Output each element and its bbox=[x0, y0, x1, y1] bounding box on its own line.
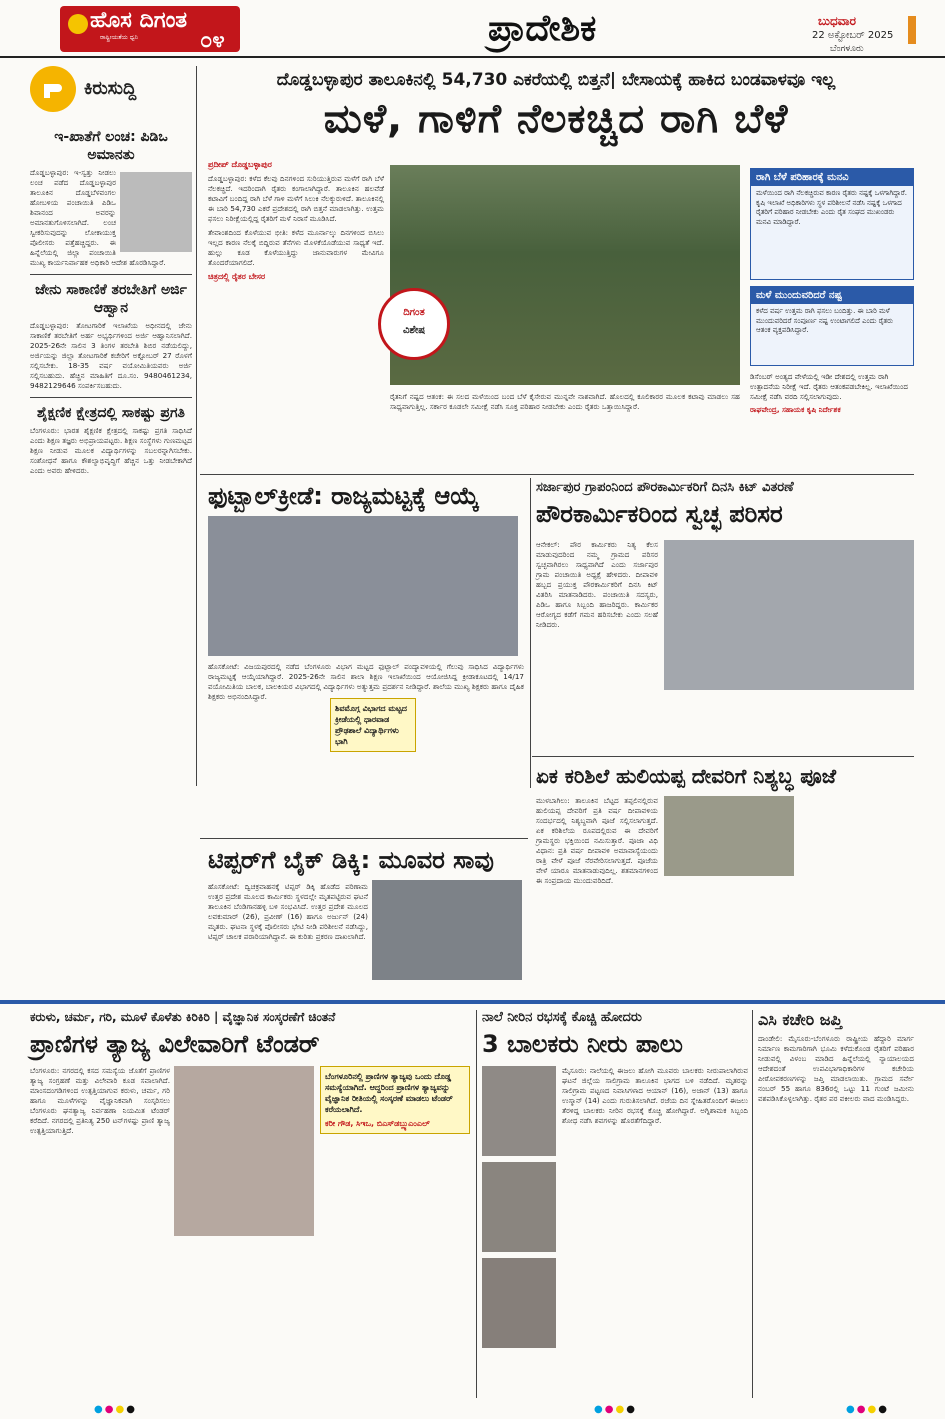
pourakarmika-headline: ಪೌರಕಾರ್ಮಿಕರಿಂದ ಸ್ವಚ್ಛ ಪರಿಸರ bbox=[536, 500, 783, 528]
masthead bbox=[0, 0, 945, 58]
sidebox-loss bbox=[750, 286, 914, 366]
print-registration-marks: ●●●● bbox=[594, 1404, 637, 1415]
victim-photo-1 bbox=[482, 1066, 556, 1156]
column-rule bbox=[476, 1010, 477, 1398]
divider bbox=[532, 756, 914, 757]
print-registration-marks: ●●●● bbox=[94, 1404, 137, 1415]
section-title: ಪ್ರಾದೇಶಿಕ bbox=[488, 8, 597, 49]
football-caption: ಶಿವಮೊಗ್ಗ ವಿಭಾಗದ ಮಟ್ಟದ ಕ್ರೀಡೆಯಲ್ಲಿ ಧಾರವಾಡ ಪ್ರೌಢಶಾಲೆ ವಿದ್ಯಾರ್ಥಿಗಳು ಭಾಗಿ bbox=[330, 698, 416, 752]
shrine-photo bbox=[664, 796, 794, 876]
victim-photo-3 bbox=[482, 1258, 556, 1348]
lead-byline: ಪ್ರದೀಪ್ ದೊಡ್ಡಬಳ್ಳಾಪುರ bbox=[208, 160, 272, 169]
brief-photo bbox=[120, 172, 192, 252]
waste-caption-text: ಬೆಂಗಳೂರಿನಲ್ಲಿ ಪ್ರಾಣಿಗಳ ತ್ಯಾಜ್ಯವು ಒಂದು ದೊಡ್ಡ ಸಮಸ್ಯೆಯಾಗಿದೆ. ಆದ್ದರಿಂದ ಪ್ರಾಣಿಗಳ ತ್ಯಾಜ್ಯವನ್ನು ವೈಜ್ಞಾನಿಕ ರೀತಿಯಲ್ಲಿ ಸಂಸ್ಕರಣೆ ಮಾಡಲು ಟೆಂಡರ್ ಕರೆಯಲಾಗಿದೆ. bbox=[325, 1072, 453, 1114]
sidebox-relief bbox=[750, 168, 914, 280]
victim-photo-2 bbox=[482, 1162, 556, 1252]
waste-caption-attribution: ಕರೀ ಗೌಡ, ಸಿಇಒ, ಬಿಎಸ್‌ಡಬ್ಲ್ಯುಎಂಎಲ್ bbox=[325, 1119, 430, 1128]
huliyappa-body: ಮುಳಬಾಗಿಲು: ತಾಲೂಕಿನ ಬೆಟ್ಟದ ತಪ್ಪಲಿನಲ್ಲಿರುವ ಹುಲಿಯಪ್ಪ ದೇವರಿಗೆ ಪ್ರತಿ ವರ್ಷ ದೀಪಾವಳಿಯ ಸಂದರ್ಭದಲ್ಲಿ ನಿಶ್ಯಬ್ಧವಾಗಿ ಪೂಜೆ ಸಲ್ಲಿಸಲಾಗುತ್ತದೆ. ಏಕ ಕರಿಶಿಲೆಯ ರೂಪದಲ್ಲಿರುವ ಈ ದೇವರಿಗೆ ಗ್ರಾಮಸ್ಥರು ಭಕ್ತಿಯಿಂದ ನಮಿಸುತ್ತಾರೆ. ಪೂಜಾ ವಿಧಿ ವಿಧಾನ: ಪ್ರತಿ ವರ್ಷ ದೀಪಾವಳಿ ಅಮಾವಾಸ್ಯೆಯಂದು ರಾತ್ರಿ ವೇಳೆ ಪೂಜೆ ನೆರವೇರಿಸಲಾಗುತ್ತದೆ. ಪೂಜೆಯ ವೇಳೆ ಯಾರೂ ಮಾತನಾಡುವುದಿಲ್ಲ. ಶತಮಾನಗಳಿಂದ ಈ ಸಂಪ್ರದಾಯ ಮುಂದುವರಿದಿದೆ. bbox=[536, 796, 658, 885]
divider bbox=[30, 274, 192, 275]
column-rule bbox=[530, 478, 531, 788]
huliyappa-headline: ಏಕ ಕರಿಶಿಲೆ ಹುಲಿಯಪ್ಪ ದೇವರಿಗೆ ನಿಶ್ಯಬ್ಧ ಪೂಜೆ bbox=[536, 764, 837, 788]
seal-line-2: ವಿಶೇಷ bbox=[402, 325, 425, 336]
ragi-field-photo bbox=[390, 165, 740, 385]
page-number: ೦೪ bbox=[200, 28, 225, 53]
quote-attribution: ರಾಘವೇಂದ್ರ, ಸಹಾಯಕ ಕೃಷಿ ನಿರ್ದೇಶಕ bbox=[750, 405, 841, 414]
boys-headline: 3 ಬಾಲಕರು ನೀರು ಪಾಲು bbox=[482, 1030, 683, 1058]
quote-text: ಡಿಸೆಂಬರ್ ಅಂತ್ಯದ ವೇಳೆಯಲ್ಲಿ ಇಡೀ ದೇಶದಲ್ಲಿ ಉತ್ತಮ ರಾಗಿ ಉತ್ಪಾದನೆಯ ನಿರೀಕ್ಷೆ ಇದೆ. ರೈತರು ಆತಂಕಪಡಬೇಕಿಲ್ಲ. ಇಲಾಖೆಯಿಂದ ಸಮೀಕ್ಷೆ ನಡೆಸಿ ವರದಿ ಸಲ್ಲಿಸಲಾಗುವುದು. bbox=[750, 372, 909, 401]
ac-office-headline: ಎಸಿ ಕಚೇರಿ ಜಪ್ತಿ bbox=[758, 1010, 843, 1029]
ac-office-body: ದಾಂಡೇಲಿ: ಮೈಸೂರು-ಬೆಂಗಳೂರು ರಾಷ್ಟ್ರೀಯ ಹೆದ್ದಾರಿ ಮಾರ್ಗ ನಿರ್ಮಾಣ ಕಾಮಗಾರಿಗಾಗಿ ಭೂಮಿ ಕಳೆದುಕೊಂಡ ರೈತರಿಗೆ ಪರಿಹಾರ ನೀಡುವಲ್ಲಿ ವಿಳಂಬ ಮಾಡಿದ ಹಿನ್ನೆಲೆಯಲ್ಲಿ ನ್ಯಾಯಾಲಯದ ಆದೇಶದಂತೆ ಉಪವಿಭಾಗಾಧಿಕಾರಿಗಳ ಕಚೇರಿಯ ಪೀಠೋಪಕರಣಗಳನ್ನು ಜಪ್ತಿ ಮಾಡಲಾಯಿತು. ಗ್ರಾಮದ ಸರ್ವೇ ನಂಬರ್ 55 ಹಾಗೂ 836ರಲ್ಲಿ ಒಟ್ಟು 11 ಗುಂಟೆ ಜಮೀನು ವಶಪಡಿಸಿಕೊಳ್ಳಲಾಗಿತ್ತು. ರೈತರ ಪರ ವಕೀಲರು ವಾದ ಮಂಡಿಸಿದ್ದರು. bbox=[758, 1034, 914, 1103]
brief-headline: ಜೇನು ಸಾಕಾಣಿಕೆ ತರಬೇತಿಗೆ ಅರ್ಜಿ ಆಹ್ವಾನ bbox=[35, 282, 187, 316]
logo-emblem-icon bbox=[68, 14, 88, 34]
paper-logo bbox=[60, 6, 240, 52]
football-headline: ಫುಟ್ಬಾಲ್‌ಕ್ರೀಡೆ: ರಾಜ್ಯಮಟ್ಟಕ್ಕೆ ಆಯ್ಕೆ bbox=[208, 482, 480, 510]
pointing-hand-icon bbox=[30, 66, 76, 112]
waste-body: ಬೆಂಗಳೂರು: ನಗರದಲ್ಲಿ ಕಸದ ಸಮಸ್ಯೆಯ ಜೊತೆಗೆ ಪ್ರಾಣಿಗಳ ತ್ಯಾಜ್ಯ ಸಂಗ್ರಹಣೆ ಮತ್ತು ವಿಲೇವಾರಿ ಕೂಡ ಸವಾಲಾಗಿದೆ. ಮಾಂಸದಂಗಡಿಗಳಿಂದ ಉತ್ಪತ್ತಿಯಾಗುವ ಕರುಳು, ಚರ್ಮ, ಗರಿ ಹಾಗೂ ಮೂಳೆಗಳನ್ನು ವೈಜ್ಞಾನಿಕವಾಗಿ ಸಂಸ್ಕರಿಸಲು ಬೆಂಗಳೂರು ಘನತ್ಯಾಜ್ಯ ನಿರ್ವಹಣಾ ನಿಯಮಿತ ಟೆಂಡರ್ ಕರೆದಿದೆ. ನಗರದಲ್ಲಿ ಪ್ರತಿನಿತ್ಯ 250 ಟನ್‌ಗಳಷ್ಟು ಪ್ರಾಣಿ ತ್ಯಾಜ್ಯ ಉತ್ಪತ್ತಿಯಾಗುತ್ತಿದೆ. bbox=[30, 1066, 170, 1135]
divider bbox=[200, 474, 914, 475]
brief-headline: ಶೈಕ್ಷಣಿಕ ಕ್ಷೇತ್ರದಲ್ಲಿ ಸಾಕಷ್ಟು ಪ್ರಗತಿ bbox=[37, 405, 185, 421]
lead-column-2 bbox=[390, 392, 740, 412]
sidebox-body: ಮಳೆಯಿಂದ ರಾಗಿ ನೆಲಕಚ್ಚಿರುವ ಕಾರಣ ರೈತರು ನಷ್ಟಕ್ಕೆ ಒಳಗಾಗಿದ್ದಾರೆ. ಕೃಷಿ ಇಲಾಖೆ ಅಧಿಕಾರಿಗಳು ಸ್ಥಳ ಪರಿಶೀಲನೆ ನಡೆಸಿ ನಷ್ಟಕ್ಕೆ ಒಳಗಾದ ರೈತರಿಗೆ ಪರಿಹಾರ ನೀಡಬೇಕು ಎಂದು ರೈತ ಸಂಘದ ಮುಖಂಡರು ಮನವಿ ಮಾಡಿದ್ದಾರೆ. bbox=[756, 189, 908, 226]
divider bbox=[30, 397, 192, 398]
lead-column-1 bbox=[208, 160, 384, 286]
issue-city: ಬೆಂಗಳೂರು bbox=[830, 44, 864, 54]
kirusuddi-header bbox=[30, 66, 190, 114]
sidebox-title: ರಾಗಿ ಬೆಳೆ ಪರಿಹಾರಕ್ಕೆ ಮನವಿ bbox=[751, 169, 913, 186]
kit-distribution-photo bbox=[664, 540, 914, 690]
section-band bbox=[0, 1000, 945, 1004]
brief-body: ದೊಡ್ಡಬಳ್ಳಾಪುರ: ತೋಟಗಾರಿಕೆ ಇಲಾಖೆಯ ಅಧೀನದಲ್ಲಿ ಜೇನು ಸಾಕಾಣಿಕೆ ತರಬೇತಿಗೆ ಅರ್ಹ ಅಭ್ಯರ್ಥಿಗಳಿಂದ ಅರ್ಜಿ ಆಹ್ವಾನಿಸಲಾಗಿದೆ. 2025-26ನೇ ಸಾಲಿನ 3 ತಿಂಗಳ ತರಬೇತಿ ಶಿಬಿರ ನಡೆಯಲಿದ್ದು, ಅರ್ಜಿಯನ್ನು ಜಿಲ್ಲಾ ತೋಟಗಾರಿಕೆ ಕಚೇರಿಗೆ ಅಕ್ಟೋಬರ್ 27 ರೊಳಗೆ ಸಲ್ಲಿಸಬೇಕು. 18-35 ವರ್ಷ ವಯೋಮಿತಿಯವರು ಅರ್ಜಿ ಸಲ್ಲಿಸಬಹುದು. ಹೆಚ್ಚಿನ ಮಾಹಿತಿಗೆ ದೂ.ಸಂ. 9480461234, 9482129646 ಸಂಪರ್ಕಿಸಬಹುದು. bbox=[30, 321, 192, 390]
expert-quote bbox=[750, 372, 914, 415]
boys-body: ಮೈಸೂರು: ನಾಲೆಯಲ್ಲಿ ಈಜಲು ಹೋಗಿ ಮೂವರು ಬಾಲಕರು ನೀರುಪಾಲಾಗಿರುವ ಘಟನೆ ಜಿಲ್ಲೆಯ ಸಾಲಿಗ್ರಾಮ ತಾಲೂಕಿನ ಭಾಗದ ಬಳಿ ನಡೆದಿದೆ. ಮೃತರನ್ನು ಸಾಲಿಗ್ರಾಮ ಪಟ್ಟಣದ ನಿವಾಸಿಗಳಾದ ಆಯಾನ್ (16), ಅಜಾನ್ (13) ಹಾಗೂ ಉಸ್ಮಾನ್ (14) ಎಂದು ಗುರುತಿಸಲಾಗಿದೆ. ರಜೆಯ ದಿನ ಸ್ನೇಹಿತರೊಂದಿಗೆ ಈಜಲು ತೆರಳಿದ್ದ ಬಾಲಕರು ನೀರಿನ ರಭಸಕ್ಕೆ ಕೊಚ್ಚಿ ಹೋಗಿದ್ದಾರೆ. ಅಗ್ನಿಶಾಮಕ ಸಿಬ್ಬಂದಿ ಶೋಧ ನಡೆಸಿ ಶವಗಳನ್ನು ಹೊರತೆಗೆದಿದ್ದಾರೆ. bbox=[562, 1066, 748, 1125]
paper-tagline: ರಾಷ್ಟ್ರೀಯತೆಯ ಧ್ವನಿ bbox=[100, 34, 138, 41]
briefs-column bbox=[30, 122, 192, 476]
column-rule bbox=[196, 66, 197, 786]
boys-kicker: ನಾಲೆ ನೀರಿನ ರಭಸಕ್ಕೆ ಕೊಚ್ಚಿ ಹೋದರು bbox=[482, 1010, 642, 1025]
sidebox-title: ಮಳೆ ಮುಂದುವರಿದರೆ ನಷ್ಟ bbox=[751, 287, 913, 304]
pourakarmika-kicker: ಸರ್ಜಾಪುರ ಗ್ರಾಪಂನಿಂದ ಪೌರಕಾರ್ಮಿಕರಿಗೆ ದಿನಸಿ ಕಿಟ್ ವಿತರಣೆ bbox=[536, 480, 794, 495]
seal-line-1: ದಿಗಂತ bbox=[403, 307, 425, 318]
lead-body-2: ರೈತನಿಗೆ ನಷ್ಟದ ಆತಂಕ: ಈ ಸಲದ ಮಳೆಯಿಂದ ಬಂದ ಬೆಳೆ ಕೈಸೇರುವ ಮುನ್ನವೇ ನಾಶವಾಗಿದೆ. ಹೊಲದಲ್ಲಿ ಕೂಲಿಕಾರರ ಮೂಲಕ ಕಟಾವು ಮಾಡಲು ಸಹ ಸಾಧ್ಯವಾಗುತ್ತಿಲ್ಲ. ಸರ್ಕಾರ ಕೂಡಲೇ ಸಮೀಕ್ಷೆ ನಡೆಸಿ ಸೂಕ್ತ ಪರಿಹಾರ ನೀಡಬೇಕು ಎಂದು ರೈತರು ಒತ್ತಾಯಿಸಿದ್ದಾರೆ. bbox=[390, 392, 740, 411]
tipper-headline: ಟಿಪ್ಪರ್‌ಗೆ ಬೈಕ್ ಡಿಕ್ಕಿ: ಮೂವರ ಸಾವು bbox=[208, 846, 494, 874]
edge-bar bbox=[908, 16, 916, 44]
football-team-photo bbox=[208, 516, 518, 656]
pourakarmika-body: ಆನೇಕಲ್: ಪೌರ ಕಾರ್ಮಿಕರು ನಿತ್ಯ ಕೆಲಸ ಮಾಡುವುದರಿಂದ ನಮ್ಮ ಗ್ರಾಮದ ಪರಿಸರ ಸ್ವಚ್ಛವಾಗಿರಲು ಸಾಧ್ಯವಾಗಿದೆ ಎಂದು ಸರ್ಜಾಪುರ ಗ್ರಾಮ ಪಂಚಾಯಿತಿ ಅಧ್ಯಕ್ಷೆ ಹೇಳಿದರು. ದೀಪಾವಳಿ ಹಬ್ಬದ ಪ್ರಯುಕ್ತ ಪೌರಕಾರ್ಮಿಕರಿಗೆ ದಿನಸಿ ಕಿಟ್ ವಿತರಿಸಿ ಮಾತನಾಡಿದರು. ಪಂಚಾಯಿತಿ ಸದಸ್ಯರು, ಪಿಡಿಒ ಹಾಗೂ ಸಿಬ್ಬಂದಿ ಹಾಜರಿದ್ದರು. ಕಾರ್ಮಿಕರ ಆರೋಗ್ಯದ ಕಡೆಗೆ ಗಮನ ಹರಿಸಬೇಕು ಎಂದು ಸಲಹೆ ನೀಡಿದರು. bbox=[536, 540, 658, 629]
lead-headline: ಮಳೆ, ಗಾಳಿಗೆ ನೆಲಕಚ್ಚಿದ ರಾಗಿ ಬೆಳೆ bbox=[323, 96, 789, 142]
meat-shop-photo bbox=[174, 1066, 314, 1236]
accident-photo bbox=[372, 880, 522, 980]
lead-kicker: ದೊಡ್ಡಬಳ್ಳಾಪುರ ತಾಲೂಕಿನಲ್ಲಿ 54,730 ಎಕರೆಯಲ್ಲಿ ಬಿತ್ತನೆ| ಬೇಸಾಯಕ್ಕೆ ಹಾಕಿದ ಬಂಡವಾಳವೂ ಇಲ್ಲ bbox=[276, 70, 836, 90]
tipper-body: ಹೊಸಕೋಟೆ: ದ್ವಿಚಕ್ರವಾಹನಕ್ಕೆ ಟಿಪ್ಪರ್ ಡಿಕ್ಕಿ ಹೊಡೆದ ಪರಿಣಾಮ ಉತ್ತರ ಪ್ರದೇಶ ಮೂಲದ ಕಾರ್ಮಿಕರು ಸ್ಥಳದಲ್ಲೇ ಮೃತಪಟ್ಟಿರುವ ಘಟನೆ ತಾಲೂಕಿನ ಬೆಂಡಿಗಾನಹಳ್ಳಿ ಬಳಿ ಸಂಭವಿಸಿದೆ. ಉತ್ತರ ಪ್ರದೇಶ ಮೂಲದ ಲವಕುಮಾರ್ (26), ಪ್ರವೀಣ್ (16) ಹಾಗೂ ಅರ್ಜುನ್ (24) ಮೃತರು. ಘಟನಾ ಸ್ಥಳಕ್ಕೆ ಪೊಲೀಸರು ಭೇಟಿ ನೀಡಿ ಪರಿಶೀಲನೆ ನಡೆಸಿದ್ದು, ಟಿಪ್ಪರ್ ಚಾಲಕ ಪರಾರಿಯಾಗಿದ್ದಾನೆ. ಈ ಕುರಿತು ಪ್ರಕರಣ ದಾಖಲಾಗಿದೆ. bbox=[208, 882, 368, 941]
lead-body: ದೊಡ್ಡಬಳ್ಳಾಪುರ: ಕಳೆದ ಕೆಲವು ದಿನಗಳಿಂದ ಸುರಿಯುತ್ತಿರುವ ಮಳೆಗೆ ರಾಗಿ ಬೆಳೆ ನೆಲಕಚ್ಚಿದೆ. ಇದರಿಂದಾಗಿ ರೈತರು ಕಂಗಾಲಾಗಿದ್ದಾರೆ. ತಾಲೂಕಿನ ಹಲವೆಡೆ ಕಟಾವಿಗೆ ಬಂದಿದ್ದ ರಾಗಿ ಬೆಳೆ ಗಾಳಿ ಮಳೆಗೆ ಸಿಲುಕಿ ನೆಲಕ್ಕುರುಳಿದೆ. ತಾಲೂಕಿನಲ್ಲಿ ಈ ಬಾರಿ 54,730 ಎಕರೆ ಪ್ರದೇಶದಲ್ಲಿ ರಾಗಿ ಬಿತ್ತನೆ ಮಾಡಲಾಗಿತ್ತು. ಉತ್ತಮ ಫಸಲು ನಿರೀಕ್ಷೆಯಲ್ಲಿದ್ದ ರೈತರಿಗೆ ಮಳೆ ನಿರಾಸೆ ಮೂಡಿಸಿದೆ. bbox=[208, 174, 384, 223]
brief-headline: ಇ-ಖಾತೆಗೆ ಲಂಚ: ಪಿಡಿಒ ಅಮಾನತು bbox=[54, 129, 168, 163]
sidebox-body: ಕಳೆದ ವರ್ಷ ಉತ್ತಮ ರಾಗಿ ಫಸಲು ಬಂದಿತ್ತು. ಈ ಬಾರಿ ಮಳೆ ಮುಂದುವರಿದರೆ ಸಂಪೂರ್ಣ ನಷ್ಟ ಉಂಟಾಗಲಿದೆ ಎಂದು ರೈತರು ಆತಂಕ ವ್ಯಕ್ತಪಡಿಸಿದ್ದಾರೆ. bbox=[756, 307, 894, 334]
waste-kicker: ಕರುಳು, ಚರ್ಮ, ಗರಿ, ಮೂಳೆ ಕೊಳೆತು ಕಿರಿಕಿರಿ | ವೈಜ್ಞಾನಿಕ ಸಂಸ್ಕರಣೆಗೆ ಚಿಂತನೆ bbox=[30, 1010, 336, 1024]
brief-body: ಬೆಂಗಳೂರು: ಭಾರತ ಶೈಕ್ಷಣಿಕ ಕ್ಷೇತ್ರದಲ್ಲಿ ಸಾಕಷ್ಟು ಪ್ರಗತಿ ಸಾಧಿಸಿದೆ ಎಂದು ಶಿಕ್ಷಣ ತಜ್ಞರು ಅಭಿಪ್ರಾಯಪಟ್ಟರು. ಶಿಕ್ಷಣ ಸಂಸ್ಥೆಗಳು ಗುಣಮಟ್ಟದ ಶಿಕ್ಷಣ ನೀಡುವ ಮೂಲಕ ವಿದ್ಯಾರ್ಥಿಗಳನ್ನು ಸಬಲರನ್ನಾಗಿಸಬೇಕು. ಸಂಶೋಧನೆ ಹಾಗೂ ಕೌಶಲ್ಯಾಭಿವೃದ್ಧಿಗೆ ಹೆಚ್ಚಿನ ಒತ್ತು ನೀಡಬೇಕಾಗಿದೆ ಎಂದು ಅವರು ಹೇಳಿದರು. bbox=[30, 426, 192, 475]
brief-body: ದೊಡ್ಡಬಳ್ಳಾಪುರ: ಇ-ಸ್ವತ್ತು ನೀಡಲು ಲಂಚ ಪಡೆದ ದೊಡ್ಡಬಳ್ಳಾಪುರ ತಾಲೂಕಿನ ದೊಡ್ಡಬೆಳವಂಗಲ ಹೋಬಳಿಯ ಪಂಚಾಯಿತಿ ಪಿಡಿಒ ಶಿವಾನಂದ ಅವರನ್ನು ಅಮಾನತುಗೊಳಿಸಲಾಗಿದೆ. ಲಂಚ ಸ್ವೀಕರಿಸುವುದನ್ನು ಲೋಕಾಯುಕ್ತ ಪೊಲೀಸರು ಪತ್ತೆಹಚ್ಚಿದ್ದರು. ಈ ಹಿನ್ನೆಲೆಯಲ್ಲಿ ಜಿಲ್ಲಾ ಪಂಚಾಯಿತಿ ಮುಖ್ಯ ಕಾರ್ಯನಿರ್ವಾಹಕ ಅಧಿಕಾರಿ ಆದೇಶ ಹೊರಡಿಸಿದ್ದಾರೆ. bbox=[30, 168, 166, 267]
kirusuddi-label: ಕಿರುಸುದ್ದಿ bbox=[84, 78, 137, 99]
digantha-vishesha-seal bbox=[378, 288, 450, 360]
lead-body-sub: ತೇವಾಂಶದಿಂದ ಕೊಳೆಯುವ ಭೀತಿ: ಕಳೆದ ಮೂರ್ನಾಲ್ಕು ದಿನಗಳಿಂದ ಬಿಸಿಲು ಇಲ್ಲದ ಕಾರಣ ನೆಲಕ್ಕೆ ಬಿದ್ದಿರುವ ತೆನೆಗಳು ಮೊಳಕೆಯೊಡೆಯುವ ಸಾಧ್ಯತೆ ಇದೆ. ಹುಲ್ಲು ಕೂಡ ಕೊಳೆಯುತ್ತಿದ್ದು ಜಾನುವಾರುಗಳ ಮೇವಿಗೂ ತೊಂದರೆಯಾಗಲಿದೆ. bbox=[208, 228, 384, 267]
paper-name: ಹೊಸ ದಿಗಂತ bbox=[90, 8, 188, 33]
waste-headline: ಪ್ರಾಣಿಗಳ ತ್ಯಾಜ್ಯ ವಿಲೇವಾರಿಗೆ ಟೆಂಡರ್ bbox=[30, 1030, 320, 1058]
print-registration-marks: ●●●● bbox=[846, 1404, 889, 1415]
football-body: ಹೊಸಕೋಟೆ: ವಿಜಯಪುರದಲ್ಲಿ ನಡೆದ ಬೆಂಗಳೂರು ವಿಭಾಗ ಮಟ್ಟದ ಫುಟ್ಬಾಲ್ ಪಂದ್ಯಾವಳಿಯಲ್ಲಿ ಗೆಲುವು ಸಾಧಿಸಿದ ವಿದ್ಯಾರ್ಥಿಗಳು ರಾಜ್ಯಮಟ್ಟಕ್ಕೆ ಆಯ್ಕೆಯಾಗಿದ್ದಾರೆ. 2025-26ನೇ ಸಾಲಿನ ಶಾಲಾ ಶಿಕ್ಷಣ ಇಲಾಖೆಯಿಂದ ಆಯೋಜಿಸಿದ್ದ ಕ್ರೀಡಾಕೂಟದಲ್ಲಿ 14/17 ವಯೋಮಿತಿಯ ಬಾಲಕ, ಬಾಲಕಿಯರ ವಿಭಾಗದಲ್ಲಿ ವಿದ್ಯಾರ್ಥಿಗಳು ಅತ್ಯುತ್ತಮ ಪ್ರದರ್ಶನ ನೀಡಿದ್ದಾರೆ. ಶಾಲೆಯ ಮುಖ್ಯ ಶಿಕ್ಷಕರು ಹಾಗೂ ದೈಹಿಕ ಶಿಕ್ಷಕರು ಅಭಿನಂದಿಸಿದ್ದಾರೆ. bbox=[208, 662, 524, 701]
lead-subhead: ಚಿತ್ರದಲ್ಲಿ ರೈತರ ಬೇಸರ bbox=[208, 272, 266, 281]
divider bbox=[200, 838, 528, 839]
column-rule bbox=[752, 1010, 753, 1398]
waste-caption bbox=[320, 1066, 470, 1134]
issue-date: 22 ಅಕ್ಟೋಬರ್ 2025 bbox=[812, 30, 894, 41]
issue-day: ಬುಧವಾರ bbox=[818, 14, 856, 28]
